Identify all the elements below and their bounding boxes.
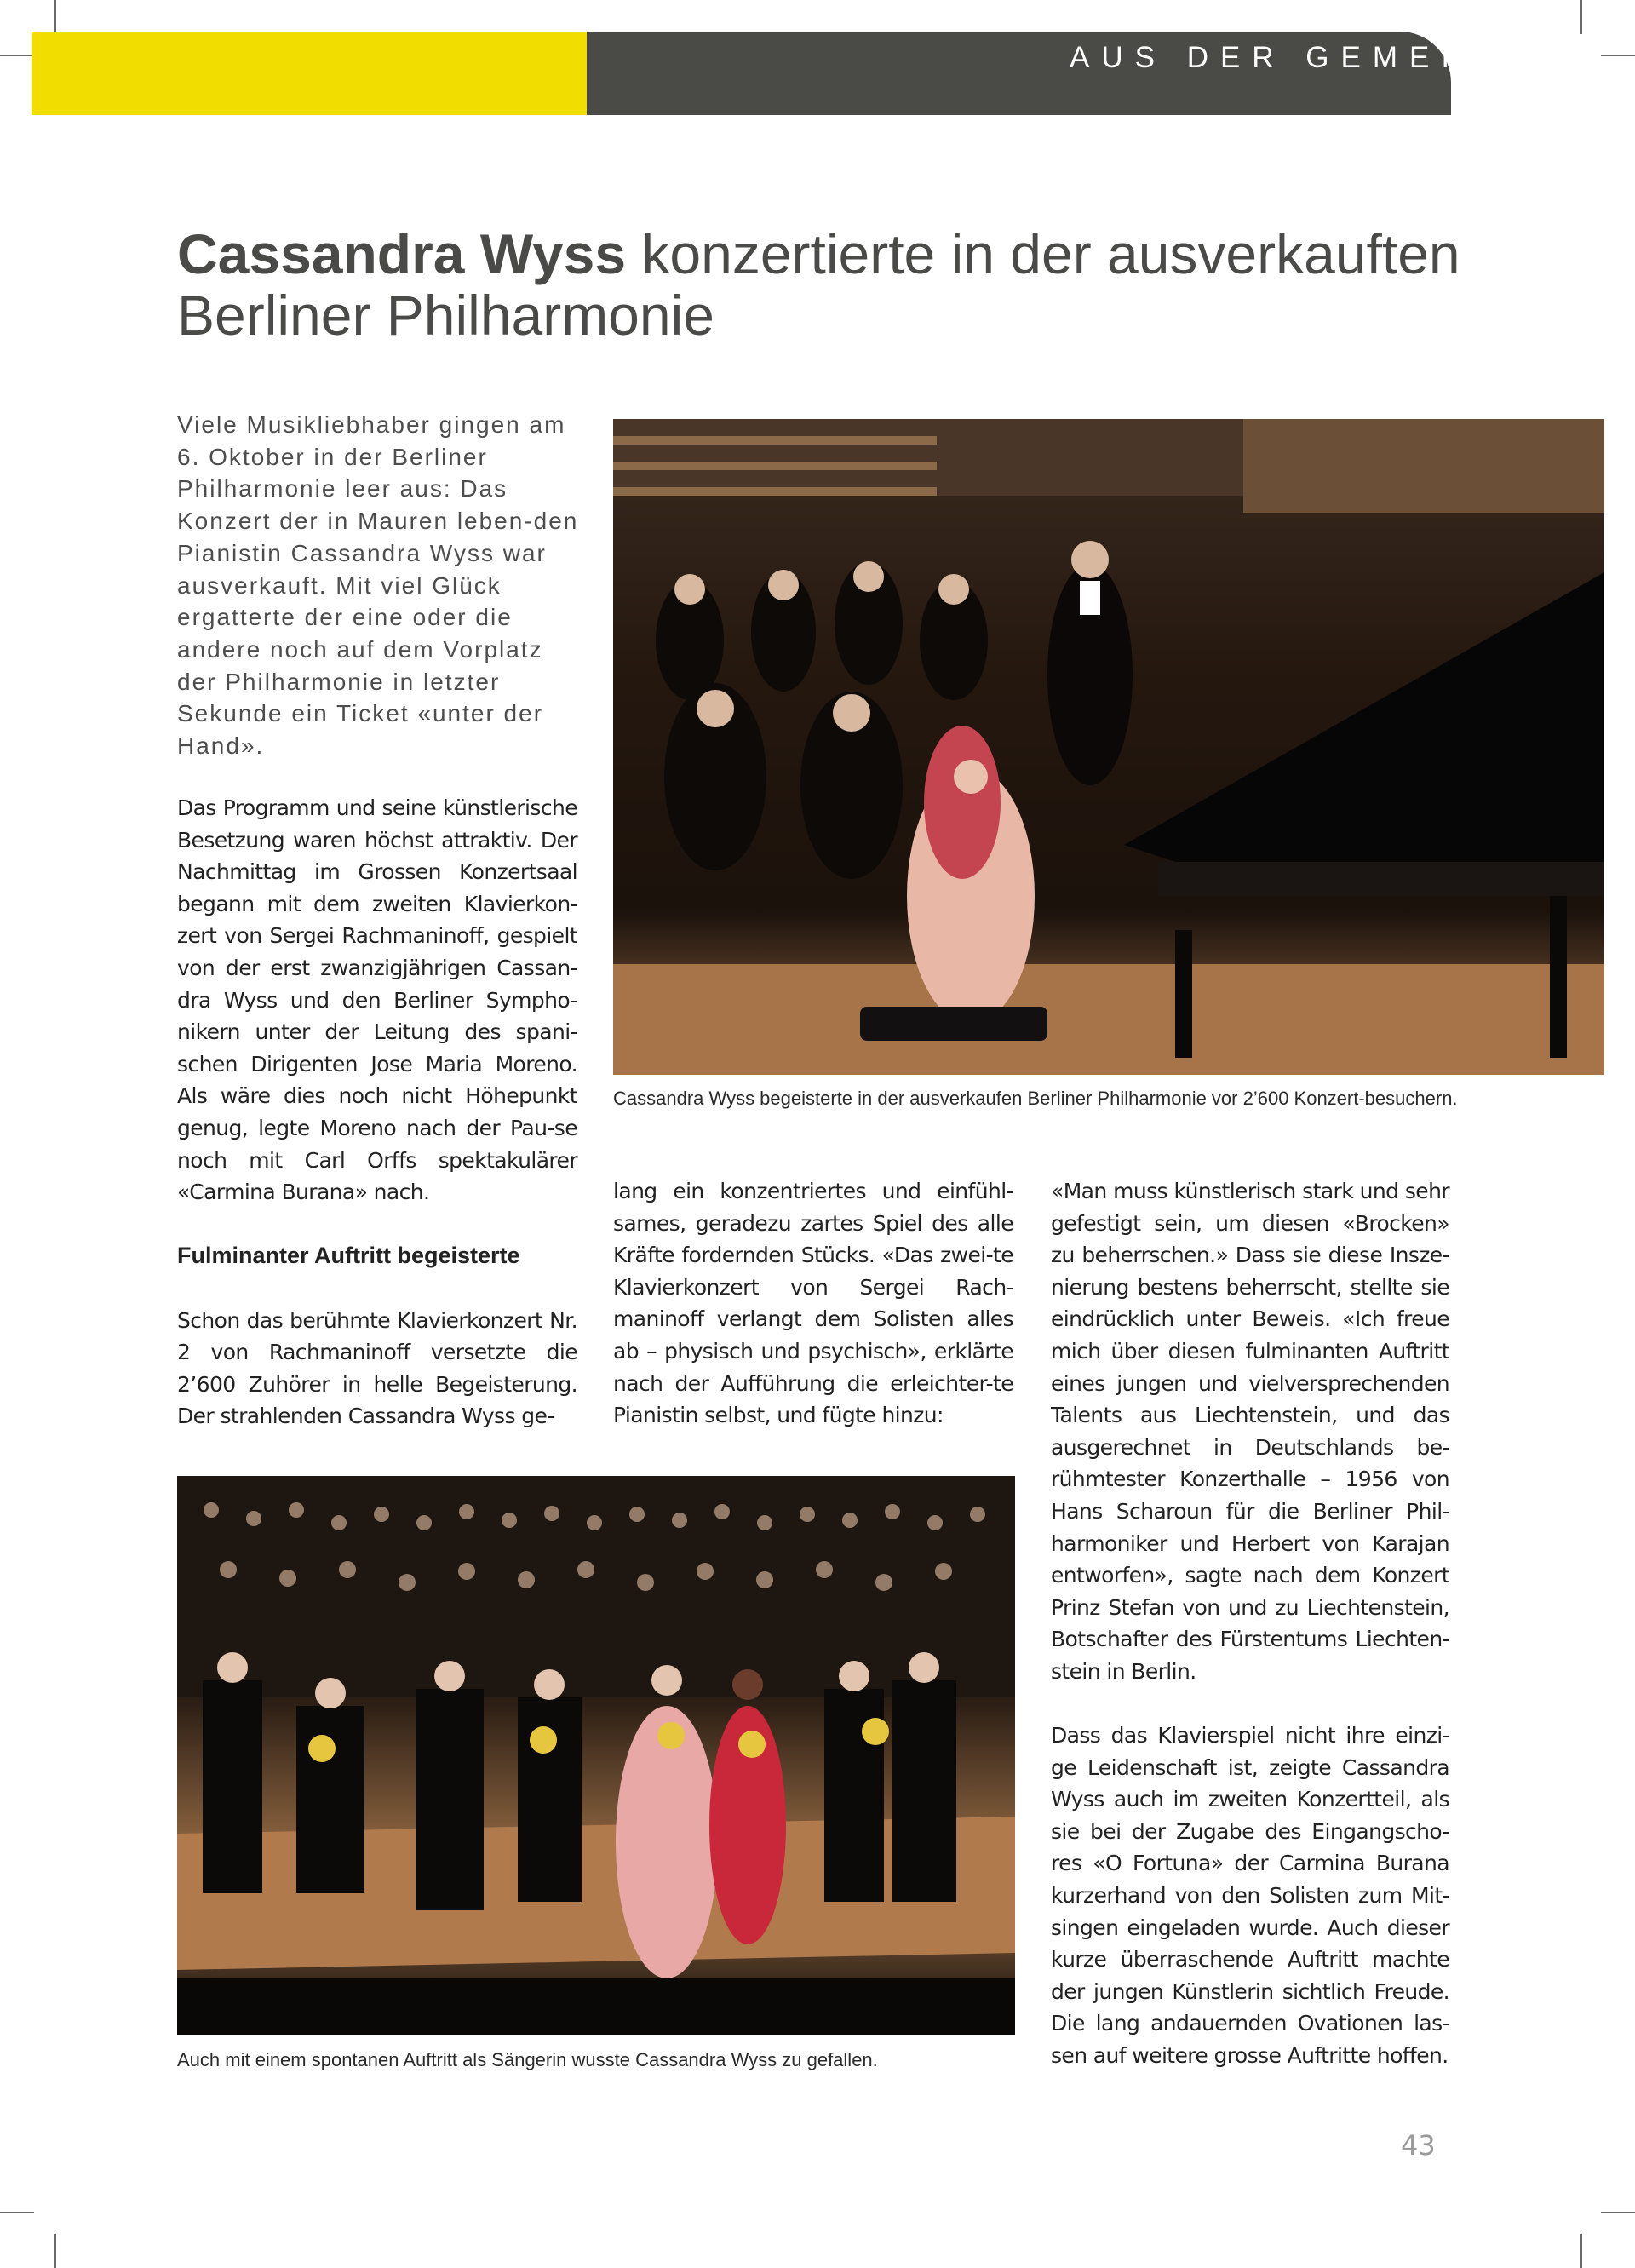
page-number: 43 [1401, 2129, 1436, 2162]
crop-mark [54, 0, 56, 34]
crop-mark [1580, 2234, 1582, 2268]
paragraph: Das Programm und seine künstlerische Besetzung waren höchst attraktiv. Der Nachmittag im Grossen Konzertsaal begann mit dem zweiten Klavierkon-zert von Sergei Rachmaninoff, gespielt von der erst zwanzigjährigen Cassan-dra Wyss und den Berliner Sympho-nikern unter der Leitung des spani-schen Dirigenten Jose Maria Moreno. Als wäre dies noch nicht Höhepunkt genug, legte Moreno nach der Pau-se noch mit Carl Orffs spektakulärer «Carmina Burana» nach. [177, 795, 577, 1205]
section-label: AUS DER GEMEINDE [1070, 41, 1560, 74]
crop-mark [0, 55, 34, 56]
text-column-2 [613, 1175, 1013, 1432]
crop-mark [54, 2234, 56, 2268]
title-rest: konzertierte in der ausverkauften Berliner Philharmonie [177, 222, 1460, 347]
crop-mark [0, 2212, 34, 2213]
text-column-1 [177, 792, 577, 1433]
photo-stage-ovation [177, 1476, 1015, 2035]
article-title [177, 223, 1489, 346]
photo1-caption: Cassandra Wyss begeisterte in der ausverkaufen Berliner Philharmonie vor 2’600 Konzert-besuchern. [613, 1088, 1458, 1109]
text-column-3 [1051, 1175, 1449, 2072]
title-name: Cassandra Wyss [177, 222, 627, 285]
article-lead: Viele Musikliebhaber gingen am 6. Oktober in der Berliner Philharmonie leer aus: Das Konzert der in Mauren leben-den Pianistin Cassandra Wyss war ausverkauft. Mit viel Glück ergatterte der eine oder die andere noch auf dem Vorplatz der Philharmonie in letzter Sekunde ein Ticket «unter der Hand». [177, 411, 579, 760]
photo-stage-illustration [177, 1476, 1015, 2035]
subheading: Fulminanter Auftritt begeisterte [177, 1243, 520, 1269]
photo-pianist-illustration [613, 419, 1604, 1075]
paragraph: Dass das Klavierspiel nicht ihre einzi-ge Leidenschaft ist, zeigte Cassandra Wyss auch im zweiten Konzertteil, als sie bei der Zugabe des Eingangscho-res «O Fortuna» der Carmina Burana kurzerhand von den Solisten zum Mit-singen eingeladen wurde. Auch dieser kurze überraschende Auftritt machte der jungen Künstlerin sichtlich Freude. Die lang andauernden Ovationen las-sen auf weitere grosse Auftritte hoffen. [1051, 1723, 1449, 2069]
paragraph: «Man muss künstlerisch stark und sehr gefestigt sein, um diesen «Brocken» zu beherrschen.» Dass sie diese Insze-nierung bestens beherrscht, stellte sie eindrücklich unter Beweis. «Ich freue mich über diesen fulminanten Auftritt eines jungen und vielversprechenden Talents aus Liechtenstein, und das ausgerechnet in Deutschlands be-rühmtester Konzerthalle – 1956 von Hans Scharoun für die Berliner Phil-harmoniker und Herbert von Karajan entworfen», sagte nach dem Konzert Prinz Stefan von und zu Liechtenstein, Botschafter des Fürstentums Liechten-stein in Berlin. [1051, 1179, 1449, 1684]
photo2-caption: Auch mit einem spontanen Auftritt als Sängerin wusste Cassandra Wyss zu gefallen. [177, 2049, 878, 2070]
header-accent-bar [32, 32, 587, 115]
photo-pianist-concert [613, 419, 1604, 1075]
paragraph: lang ein konzentriertes und einfühl-sames, geradezu zartes Spiel des alle Kräfte fordernden Stücks. «Das zwei-te Klavierkonzert von Sergei Rach-maninoff verlangt dem Solisten alles ab – physisch und psychisch», erklärte nach der Aufführung die erleichter-te Pianistin selbst, und fügte hinzu: [613, 1179, 1013, 1428]
paragraph: Schon das berühmte Klavierkonzert Nr. 2 von Rachmaninoff versetzte die 2’600 Zuhörer in helle Begeisterung. Der strahlenden Cassandra Wyss ge- [177, 1307, 577, 1429]
crop-mark [1580, 0, 1582, 34]
crop-mark [1601, 55, 1635, 56]
crop-mark [1601, 2212, 1635, 2213]
